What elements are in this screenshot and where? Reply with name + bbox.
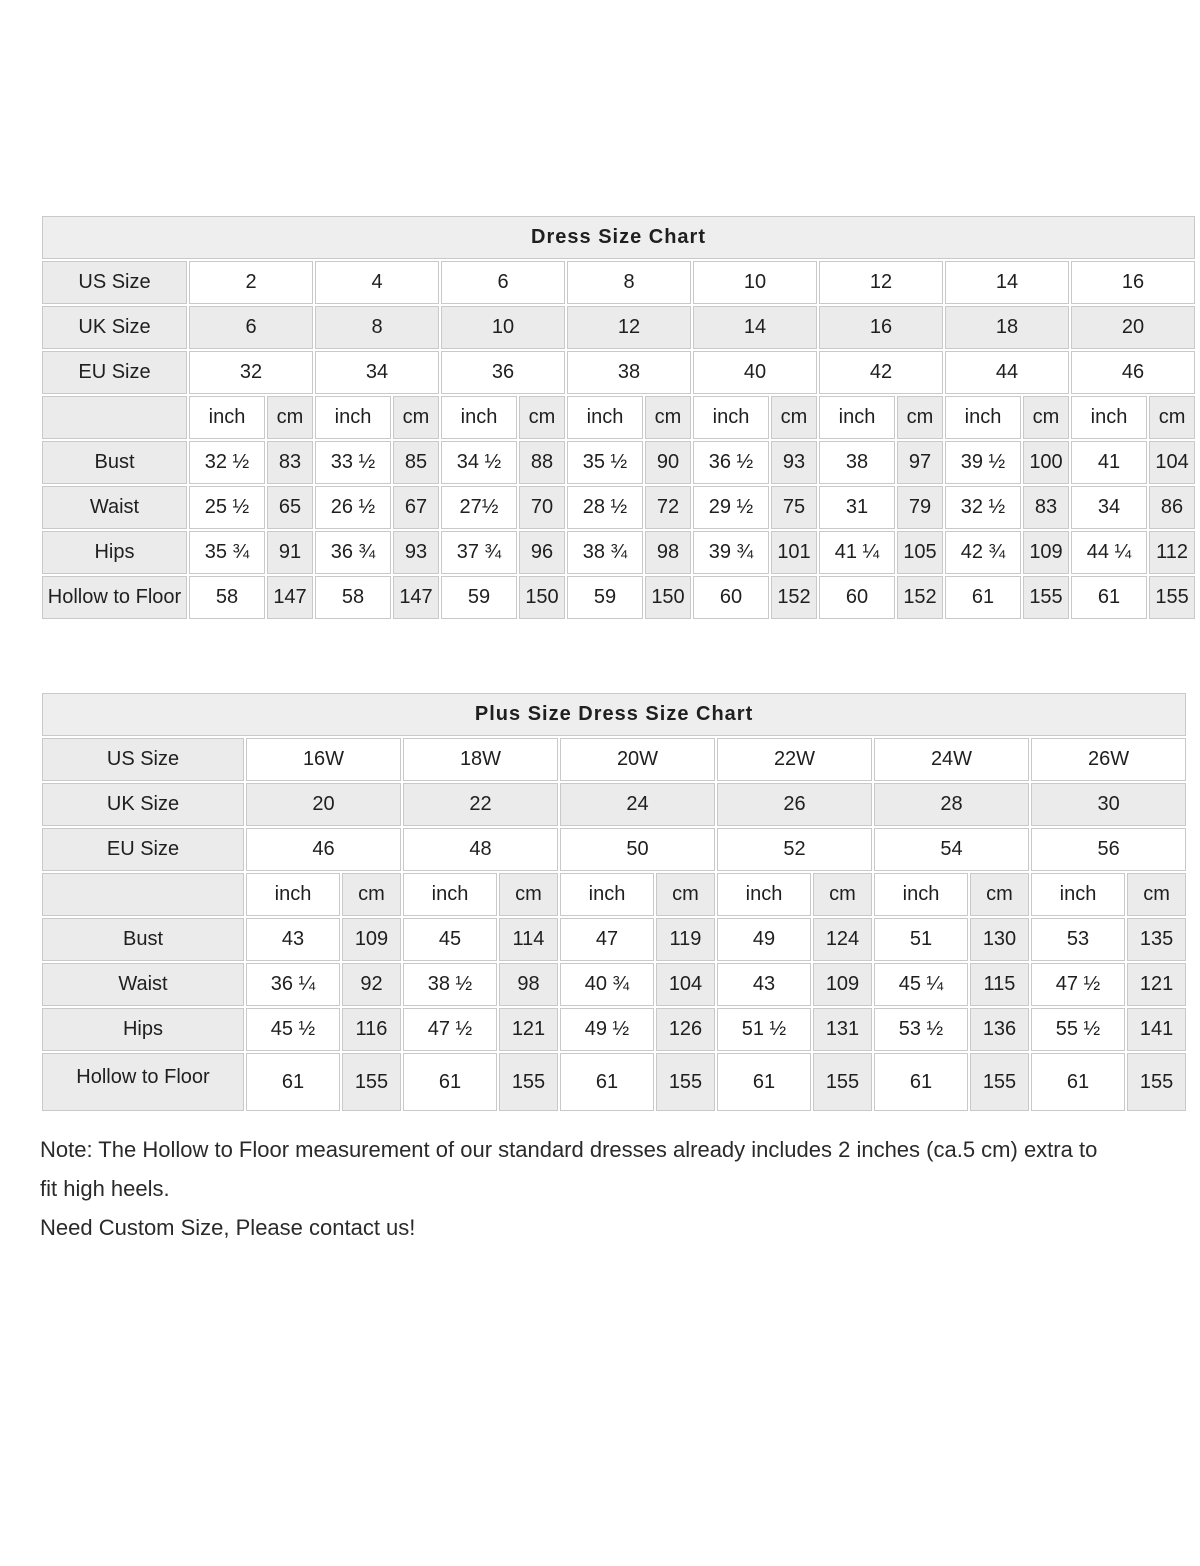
uk-size-value: 20 bbox=[1071, 306, 1195, 349]
row-label-us-size: US Size bbox=[42, 738, 244, 781]
bust-inch-value: 38 bbox=[819, 441, 895, 484]
unit-header-cm: cm bbox=[645, 396, 691, 439]
waist-cm-value: 65 bbox=[267, 486, 313, 529]
bust-inch-value: 43 bbox=[246, 918, 340, 961]
hollow-to-floor-inch-value: 60 bbox=[819, 576, 895, 619]
uk-size-value: 30 bbox=[1031, 783, 1186, 826]
bust-inch-value: 53 bbox=[1031, 918, 1125, 961]
eu-size-value: 46 bbox=[246, 828, 401, 871]
hips-cm-value: 91 bbox=[267, 531, 313, 574]
row-label-hips: Hips bbox=[42, 531, 187, 574]
row-label-eu-size: EU Size bbox=[42, 828, 244, 871]
hips-inch-value: 36 ¾ bbox=[315, 531, 391, 574]
bust-cm-value: 124 bbox=[813, 918, 872, 961]
waist-inch-value: 40 ¾ bbox=[560, 963, 654, 1006]
waist-cm-value: 86 bbox=[1149, 486, 1195, 529]
bust-inch-value: 33 ½ bbox=[315, 441, 391, 484]
hips-cm-value: 109 bbox=[1023, 531, 1069, 574]
hips-inch-value: 42 ¾ bbox=[945, 531, 1021, 574]
hollow-to-floor-cm-value: 155 bbox=[813, 1053, 872, 1111]
eu-size-value: 36 bbox=[441, 351, 565, 394]
uk-size-value: 28 bbox=[874, 783, 1029, 826]
hips-cm-value: 98 bbox=[645, 531, 691, 574]
us-size-value: 16W bbox=[246, 738, 401, 781]
hips-inch-value: 47 ½ bbox=[403, 1008, 497, 1051]
eu-size-value: 44 bbox=[945, 351, 1069, 394]
waist-inch-value: 43 bbox=[717, 963, 811, 1006]
waist-cm-value: 121 bbox=[1127, 963, 1186, 1006]
hips-cm-value: 141 bbox=[1127, 1008, 1186, 1051]
eu-size-value: 48 bbox=[403, 828, 558, 871]
hips-cm-value: 131 bbox=[813, 1008, 872, 1051]
waist-inch-value: 45 ¼ bbox=[874, 963, 968, 1006]
unit-header-inch: inch bbox=[717, 873, 811, 916]
unit-header-inch: inch bbox=[403, 873, 497, 916]
hollow-to-floor-inch-value: 61 bbox=[874, 1053, 968, 1111]
note-line: Note: The Hollow to Floor measurement of our standard dresses already includes 2 inches (ca.5 cm) extra to bbox=[40, 1137, 1098, 1162]
hollow-to-floor-cm-value: 155 bbox=[1127, 1053, 1186, 1111]
uk-size-value: 12 bbox=[567, 306, 691, 349]
waist-inch-value: 47 ½ bbox=[1031, 963, 1125, 1006]
eu-size-value: 34 bbox=[315, 351, 439, 394]
eu-size-value: 32 bbox=[189, 351, 313, 394]
waist-inch-value: 36 ¼ bbox=[246, 963, 340, 1006]
us-size-value: 24W bbox=[874, 738, 1029, 781]
size-chart-page bbox=[40, 0, 1189, 1247]
us-size-value: 2 bbox=[189, 261, 313, 304]
uk-size-value: 18 bbox=[945, 306, 1069, 349]
hips-cm-value: 101 bbox=[771, 531, 817, 574]
row-label-bust: Bust bbox=[42, 918, 244, 961]
unit-header-inch: inch bbox=[945, 396, 1021, 439]
row-label-eu-size: EU Size bbox=[42, 351, 187, 394]
hips-cm-value: 121 bbox=[499, 1008, 558, 1051]
us-size-value: 18W bbox=[403, 738, 558, 781]
waist-cm-value: 92 bbox=[342, 963, 401, 1006]
uk-size-value: 10 bbox=[441, 306, 565, 349]
plus-chart-chart-title: Plus Size Dress Size Chart bbox=[42, 693, 1186, 736]
hips-inch-value: 44 ¼ bbox=[1071, 531, 1147, 574]
row-label-uk-size: UK Size bbox=[42, 306, 187, 349]
hips-inch-value: 37 ¾ bbox=[441, 531, 517, 574]
bust-inch-value: 51 bbox=[874, 918, 968, 961]
eu-size-value: 52 bbox=[717, 828, 872, 871]
hips-inch-value: 39 ¾ bbox=[693, 531, 769, 574]
uk-size-value: 20 bbox=[246, 783, 401, 826]
waist-cm-value: 98 bbox=[499, 963, 558, 1006]
waist-inch-value: 31 bbox=[819, 486, 895, 529]
hips-inch-value: 53 ½ bbox=[874, 1008, 968, 1051]
hollow-to-floor-cm-value: 150 bbox=[645, 576, 691, 619]
hips-cm-value: 112 bbox=[1149, 531, 1195, 574]
bust-cm-value: 109 bbox=[342, 918, 401, 961]
waist-cm-value: 79 bbox=[897, 486, 943, 529]
row-label-bust: Bust bbox=[42, 441, 187, 484]
waist-cm-value: 67 bbox=[393, 486, 439, 529]
us-size-value: 8 bbox=[567, 261, 691, 304]
waist-cm-value: 109 bbox=[813, 963, 872, 1006]
bust-cm-value: 100 bbox=[1023, 441, 1069, 484]
unit-header-inch: inch bbox=[315, 396, 391, 439]
standard-chart-chart-title: Dress Size Chart bbox=[42, 216, 1195, 259]
hollow-to-floor-cm-value: 155 bbox=[1149, 576, 1195, 619]
unit-header-inch: inch bbox=[441, 396, 517, 439]
hips-cm-value: 93 bbox=[393, 531, 439, 574]
hips-cm-value: 96 bbox=[519, 531, 565, 574]
note-text bbox=[40, 1130, 1160, 1247]
hips-inch-value: 45 ½ bbox=[246, 1008, 340, 1051]
waist-cm-value: 75 bbox=[771, 486, 817, 529]
bust-inch-value: 35 ½ bbox=[567, 441, 643, 484]
uk-size-value: 16 bbox=[819, 306, 943, 349]
waist-cm-value: 72 bbox=[645, 486, 691, 529]
waist-inch-value: 26 ½ bbox=[315, 486, 391, 529]
us-size-value: 20W bbox=[560, 738, 715, 781]
uk-size-value: 6 bbox=[189, 306, 313, 349]
hips-inch-value: 41 ¼ bbox=[819, 531, 895, 574]
unit-row-corner-cell bbox=[42, 396, 187, 439]
eu-size-value: 50 bbox=[560, 828, 715, 871]
unit-header-inch: inch bbox=[189, 396, 265, 439]
eu-size-value: 54 bbox=[874, 828, 1029, 871]
bust-inch-value: 39 ½ bbox=[945, 441, 1021, 484]
hollow-to-floor-cm-value: 155 bbox=[1023, 576, 1069, 619]
bust-cm-value: 114 bbox=[499, 918, 558, 961]
hollow-to-floor-inch-value: 61 bbox=[945, 576, 1021, 619]
waist-cm-value: 115 bbox=[970, 963, 1029, 1006]
unit-header-cm: cm bbox=[1127, 873, 1186, 916]
unit-header-cm: cm bbox=[342, 873, 401, 916]
unit-header-inch: inch bbox=[874, 873, 968, 916]
us-size-value: 12 bbox=[819, 261, 943, 304]
unit-header-cm: cm bbox=[267, 396, 313, 439]
waist-inch-value: 28 ½ bbox=[567, 486, 643, 529]
row-label-waist: Waist bbox=[42, 963, 244, 1006]
unit-header-inch: inch bbox=[819, 396, 895, 439]
us-size-value: 6 bbox=[441, 261, 565, 304]
hollow-to-floor-cm-value: 155 bbox=[656, 1053, 715, 1111]
bust-cm-value: 135 bbox=[1127, 918, 1186, 961]
bust-inch-value: 34 ½ bbox=[441, 441, 517, 484]
hollow-to-floor-cm-value: 152 bbox=[771, 576, 817, 619]
bust-cm-value: 97 bbox=[897, 441, 943, 484]
us-size-value: 10 bbox=[693, 261, 817, 304]
us-size-value: 26W bbox=[1031, 738, 1186, 781]
unit-header-cm: cm bbox=[813, 873, 872, 916]
unit-row-corner-cell bbox=[42, 873, 244, 916]
hollow-to-floor-cm-value: 155 bbox=[970, 1053, 1029, 1111]
waist-cm-value: 104 bbox=[656, 963, 715, 1006]
plus-size-chart-table bbox=[40, 691, 1188, 1113]
hollow-to-floor-inch-value: 58 bbox=[315, 576, 391, 619]
waist-inch-value: 29 ½ bbox=[693, 486, 769, 529]
hollow-to-floor-inch-value: 59 bbox=[567, 576, 643, 619]
unit-header-inch: inch bbox=[1071, 396, 1147, 439]
uk-size-value: 26 bbox=[717, 783, 872, 826]
row-label-us-size: US Size bbox=[42, 261, 187, 304]
hips-cm-value: 136 bbox=[970, 1008, 1029, 1051]
bust-inch-value: 49 bbox=[717, 918, 811, 961]
us-size-value: 22W bbox=[717, 738, 872, 781]
hips-inch-value: 51 ½ bbox=[717, 1008, 811, 1051]
uk-size-value: 8 bbox=[315, 306, 439, 349]
row-label-waist: Waist bbox=[42, 486, 187, 529]
unit-header-cm: cm bbox=[771, 396, 817, 439]
eu-size-value: 46 bbox=[1071, 351, 1195, 394]
unit-header-inch: inch bbox=[246, 873, 340, 916]
bust-inch-value: 32 ½ bbox=[189, 441, 265, 484]
unit-header-cm: cm bbox=[499, 873, 558, 916]
hips-inch-value: 55 ½ bbox=[1031, 1008, 1125, 1051]
note-line: Need Custom Size, Please contact us! bbox=[40, 1215, 416, 1240]
eu-size-value: 38 bbox=[567, 351, 691, 394]
hollow-to-floor-inch-value: 60 bbox=[693, 576, 769, 619]
hips-cm-value: 126 bbox=[656, 1008, 715, 1051]
hollow-to-floor-inch-value: 61 bbox=[246, 1053, 340, 1111]
bust-cm-value: 119 bbox=[656, 918, 715, 961]
bust-cm-value: 130 bbox=[970, 918, 1029, 961]
eu-size-value: 56 bbox=[1031, 828, 1186, 871]
bust-inch-value: 47 bbox=[560, 918, 654, 961]
note-line: fit high heels. bbox=[40, 1176, 170, 1201]
unit-header-cm: cm bbox=[656, 873, 715, 916]
hips-cm-value: 116 bbox=[342, 1008, 401, 1051]
us-size-value: 14 bbox=[945, 261, 1069, 304]
hollow-to-floor-cm-value: 150 bbox=[519, 576, 565, 619]
unit-header-cm: cm bbox=[1023, 396, 1069, 439]
hollow-to-floor-cm-value: 152 bbox=[897, 576, 943, 619]
hollow-to-floor-cm-value: 147 bbox=[267, 576, 313, 619]
bust-cm-value: 88 bbox=[519, 441, 565, 484]
waist-inch-value: 25 ½ bbox=[189, 486, 265, 529]
eu-size-value: 40 bbox=[693, 351, 817, 394]
waist-inch-value: 34 bbox=[1071, 486, 1147, 529]
unit-header-inch: inch bbox=[693, 396, 769, 439]
hollow-to-floor-inch-value: 61 bbox=[560, 1053, 654, 1111]
hips-cm-value: 105 bbox=[897, 531, 943, 574]
unit-header-inch: inch bbox=[567, 396, 643, 439]
row-label-hollow-to-floor: Hollow to Floor bbox=[42, 1053, 244, 1111]
unit-header-cm: cm bbox=[1149, 396, 1195, 439]
us-size-value: 4 bbox=[315, 261, 439, 304]
bust-cm-value: 85 bbox=[393, 441, 439, 484]
unit-header-cm: cm bbox=[970, 873, 1029, 916]
us-size-value: 16 bbox=[1071, 261, 1195, 304]
bust-cm-value: 83 bbox=[267, 441, 313, 484]
uk-size-value: 24 bbox=[560, 783, 715, 826]
hollow-to-floor-inch-value: 61 bbox=[403, 1053, 497, 1111]
waist-inch-value: 32 ½ bbox=[945, 486, 1021, 529]
hips-inch-value: 38 ¾ bbox=[567, 531, 643, 574]
standard-size-chart-table bbox=[40, 214, 1197, 621]
unit-header-cm: cm bbox=[897, 396, 943, 439]
bust-cm-value: 93 bbox=[771, 441, 817, 484]
hollow-to-floor-cm-value: 155 bbox=[342, 1053, 401, 1111]
hollow-to-floor-inch-value: 61 bbox=[1031, 1053, 1125, 1111]
hollow-to-floor-inch-value: 61 bbox=[1071, 576, 1147, 619]
bust-inch-value: 41 bbox=[1071, 441, 1147, 484]
bust-cm-value: 104 bbox=[1149, 441, 1195, 484]
eu-size-value: 42 bbox=[819, 351, 943, 394]
waist-inch-value: 38 ½ bbox=[403, 963, 497, 1006]
hips-inch-value: 35 ¾ bbox=[189, 531, 265, 574]
hollow-to-floor-cm-value: 147 bbox=[393, 576, 439, 619]
waist-cm-value: 70 bbox=[519, 486, 565, 529]
bust-inch-value: 45 bbox=[403, 918, 497, 961]
unit-header-cm: cm bbox=[393, 396, 439, 439]
row-label-uk-size: UK Size bbox=[42, 783, 244, 826]
uk-size-value: 22 bbox=[403, 783, 558, 826]
row-label-hips: Hips bbox=[42, 1008, 244, 1051]
waist-cm-value: 83 bbox=[1023, 486, 1069, 529]
hollow-to-floor-inch-value: 61 bbox=[717, 1053, 811, 1111]
bust-inch-value: 36 ½ bbox=[693, 441, 769, 484]
waist-inch-value: 27½ bbox=[441, 486, 517, 529]
unit-header-cm: cm bbox=[519, 396, 565, 439]
unit-header-inch: inch bbox=[1031, 873, 1125, 916]
hollow-to-floor-cm-value: 155 bbox=[499, 1053, 558, 1111]
hips-inch-value: 49 ½ bbox=[560, 1008, 654, 1051]
bust-cm-value: 90 bbox=[645, 441, 691, 484]
hollow-to-floor-inch-value: 58 bbox=[189, 576, 265, 619]
hollow-to-floor-inch-value: 59 bbox=[441, 576, 517, 619]
row-label-hollow-to-floor: Hollow to Floor bbox=[42, 576, 187, 619]
uk-size-value: 14 bbox=[693, 306, 817, 349]
unit-header-inch: inch bbox=[560, 873, 654, 916]
